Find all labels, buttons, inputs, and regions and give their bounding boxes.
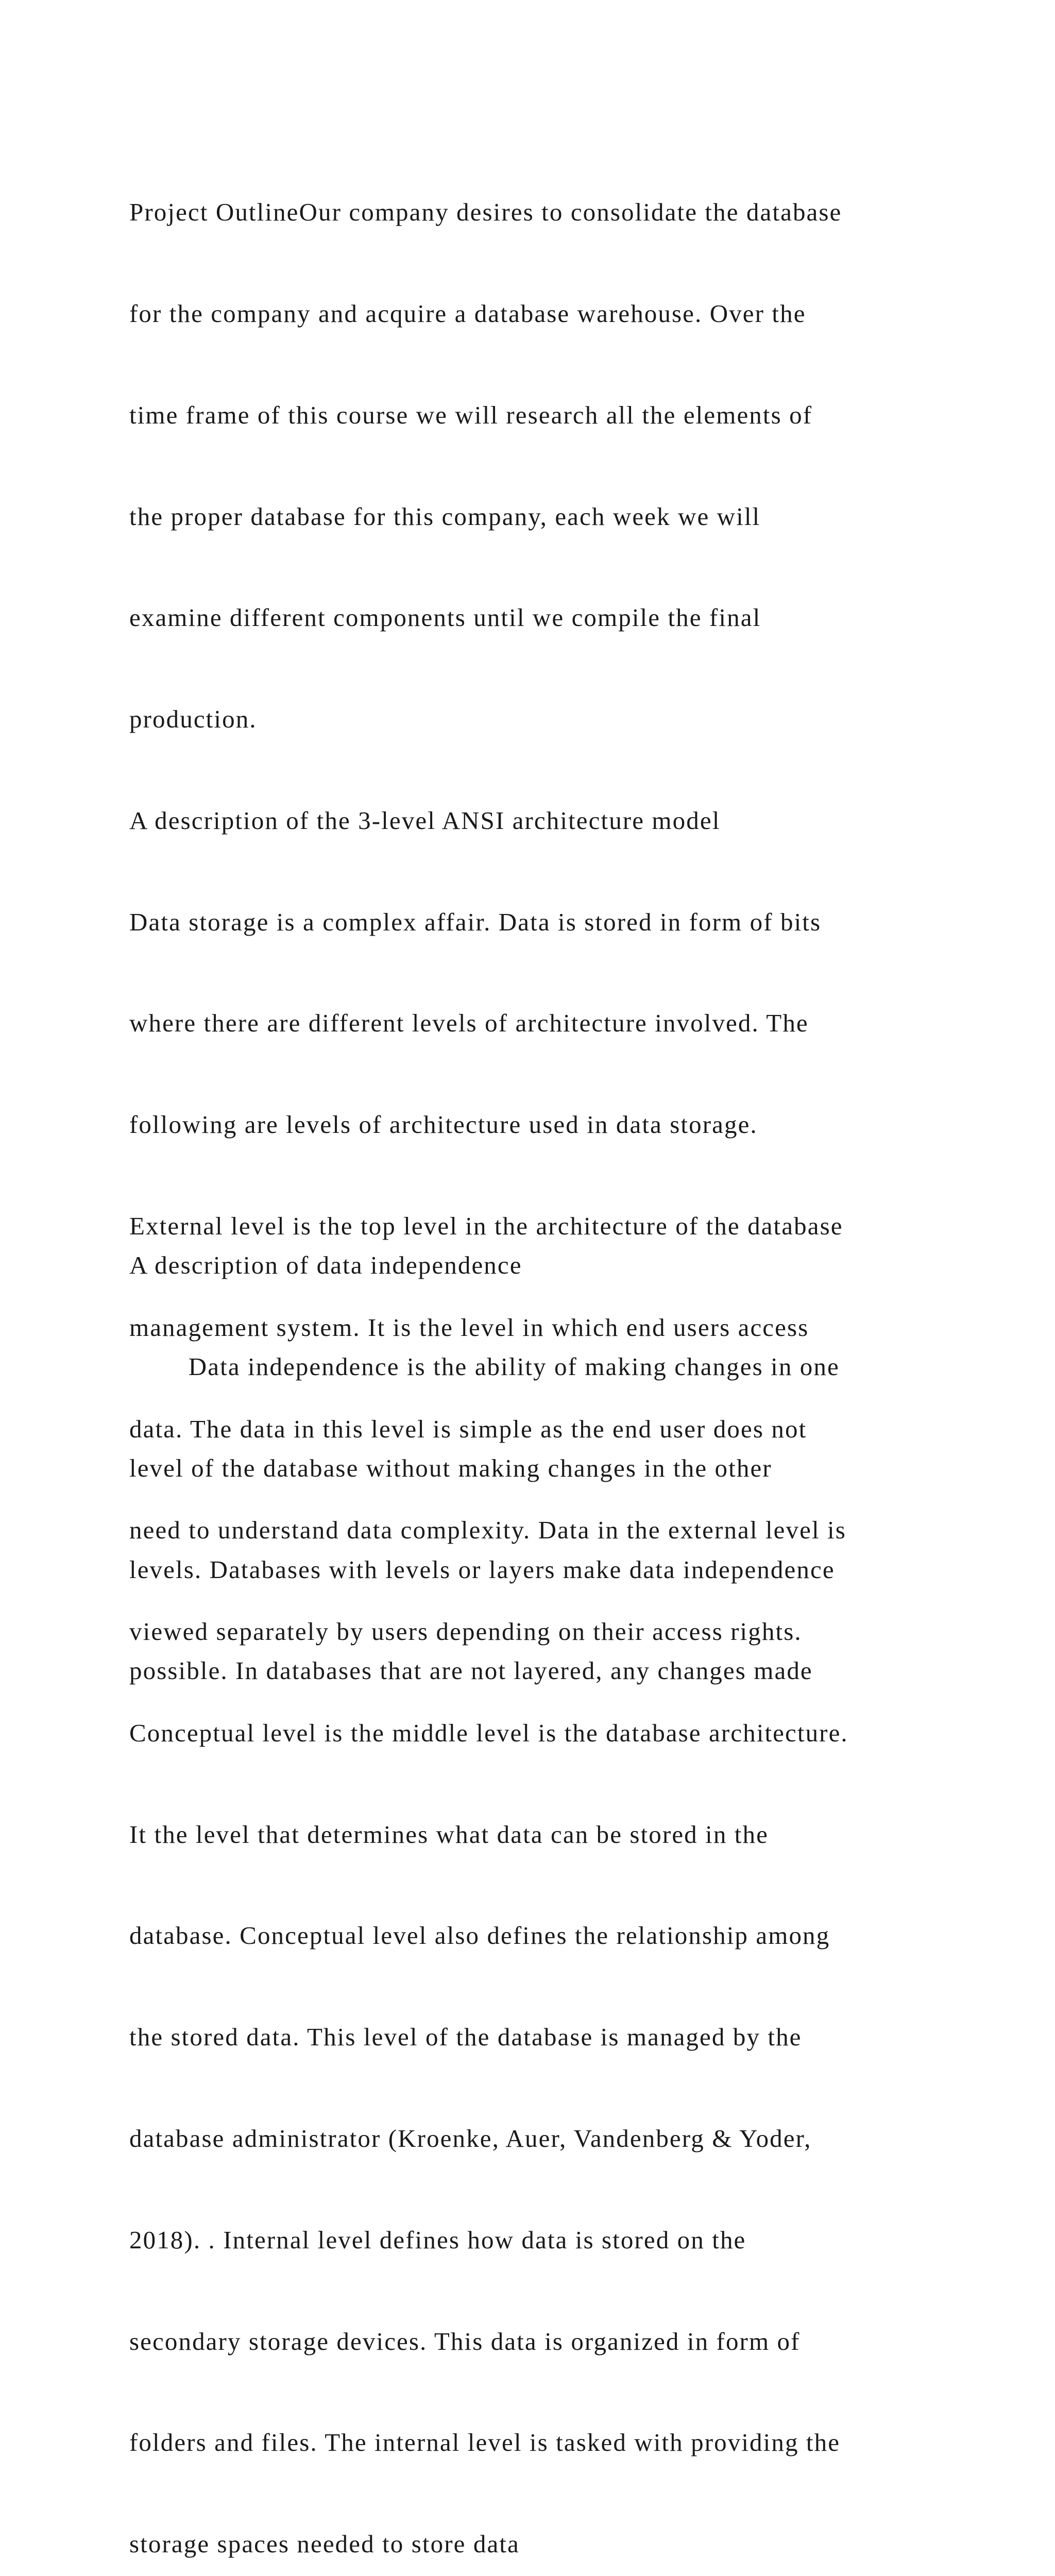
text-line: time frame of this course we will research all the elements of	[129, 400, 813, 429]
text-line: Project OutlineOur company desires to consolidate the database	[129, 198, 842, 227]
text-line: need to understand data complexity. Data in the external level is	[129, 1516, 846, 1545]
text-line: possible. In databases that are not layered, any changes made	[129, 1656, 813, 1685]
text-block-data-independence	[129, 1181, 840, 1755]
text-line: level of the database without making changes in the other	[129, 1453, 772, 1482]
text-line: secondary storage devices. This data is organized in form of	[129, 2327, 801, 2355]
text-line: the proper database for this company, each week we will	[129, 502, 761, 531]
text-line: Data storage is a complex affair. Data is stored in form of bits	[129, 907, 822, 936]
text-line: following are levels of architecture used in data storage.	[129, 1110, 758, 1139]
text-line: Conceptual level is the middle level is the database architecture.	[129, 1718, 848, 1747]
text-line: External level is the top level in the architecture of the database	[129, 1212, 843, 1240]
text-line: for the company and acquire a database warehouse. Over the	[129, 299, 806, 328]
text-line: examine different components until we compile the final	[129, 603, 761, 632]
text-line: Data independence is the ability of making changes in one	[129, 1352, 840, 1381]
text-line: folders and files. The internal level is tasked with providing the	[129, 2428, 841, 2457]
section-heading: A description of the 3-level ANSI architecture model	[129, 806, 721, 835]
text-line: the stored data. This level of the database is managed by the	[129, 2023, 802, 2052]
text-line: where there are different levels of architecture involved. The	[129, 1009, 809, 1038]
text-line: database administrator (Kroenke, Auer, Vandenberg & Yoder,	[129, 2124, 812, 2153]
text-line: management system. It is the level in which end users access	[129, 1313, 809, 1342]
section-heading: A description of data independence	[129, 1251, 522, 1280]
text-line: production.	[129, 705, 257, 734]
text-line: data. The data in this level is simple as the end user does not	[129, 1414, 807, 1443]
text-line: levels. Databases with levels or layers make data independence	[129, 1555, 835, 1584]
text-line: storage spaces needed to store data	[129, 2530, 520, 2558]
text-line: database. Conceptual level also defines the relationship among	[129, 1921, 830, 1950]
text-line: 2018). . Internal level defines how data is stored on the	[129, 2225, 746, 2254]
text-line: It the level that determines what data can be stored in the	[129, 1820, 769, 1849]
text-line: viewed separately by users depending on their access rights.	[129, 1617, 802, 1646]
